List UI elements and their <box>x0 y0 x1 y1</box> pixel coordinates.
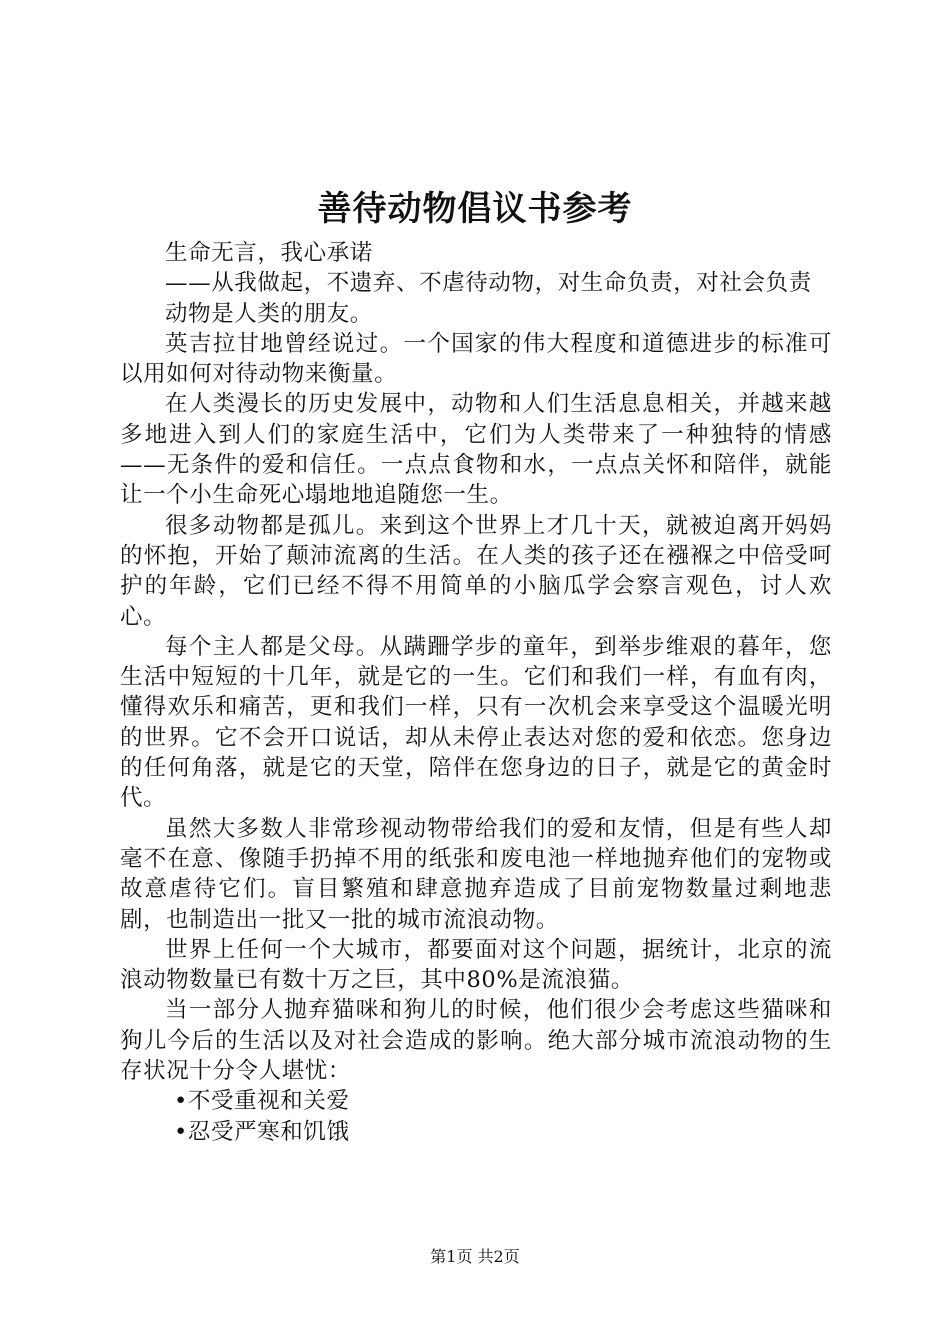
bullet-item: •忍受严寒和饥饿 <box>174 1118 350 1145</box>
paragraph: 世界上任何一个大城市，都要面对这个问题，据统计，北京的流浪动物数量已有数十万之巨，其中80%是流浪猫。 <box>120 936 832 994</box>
paragraph: 很多动物都是孤儿。来到这个世界上才几十天，就被迫离开妈妈的怀抱，开始了颠沛流离的生活。在人类的孩子还在襁褓之中倍受呵护的年龄，它们已经不得不用简单的小脑瓜学会察言观色，讨人欢心。 <box>120 512 832 630</box>
paragraph: 每个主人都是父母。从蹒跚学步的童年，到举步维艰的暮年，您生活中短短的十几年，就是它的一生。它们和我们一样，有血有肉，懂得欢乐和痛苦，更和我们一样，只有一次机会来享受这个温暖光明的世界。它不会开口说话，却从未停止表达对您的爱和依恋。您身边的任何角落，就是它的天堂，陪伴在您身边的日子，就是它的黄金时代。 <box>120 633 832 812</box>
paragraph: 英吉拉甘地曾经说过。一个国家的伟大程度和道德进步的标准可以用如何对待动物来衡量。 <box>120 330 832 388</box>
document-body <box>120 238 832 1147</box>
bullet-item: •不受重视和关爱 <box>174 1088 350 1115</box>
paragraph: 虽然大多数人非常珍视动物带给我们的爱和友情，但是有些人却毫不在意、像随手扔掉不用的纸张和废电池一样地抛弃他们的宠物或故意虐待它们。盲目繁殖和肆意抛弃造成了目前宠物数量过剩地悲剧，也制造出一批又一批的城市流浪动物。 <box>120 815 832 933</box>
paragraph-subtitle: 生命无言，我心承诺 <box>165 240 373 266</box>
document-title: 善待动物倡议书参考 <box>317 189 633 229</box>
paragraph: 在人类漫长的历史发展中，动物和人们生活息息相关，并越来越多地进入到人们的家庭生活中，它们为人类带来了一种独特的情感——无条件的爱和信任。一点点食物和水，一点点关怀和陪伴，就能让一个小生命死心塌地地追随您一生。 <box>120 391 832 509</box>
paragraph-slogan: ——从我做起，不遗弃、不虐待动物，对生命负责，对社会负责 <box>165 270 812 297</box>
page-number-footer: 第1页 共2页 <box>430 1247 520 1266</box>
paragraph: 动物是人类的朋友。 <box>165 300 373 327</box>
paragraph: 当一部分人抛弃猫咪和狗儿的时候，他们很少会考虑这些猫咪和狗儿今后的生活以及对社会造成的影响。绝大部分城市流浪动物的生存状况十分令人堪忧： <box>120 997 832 1085</box>
